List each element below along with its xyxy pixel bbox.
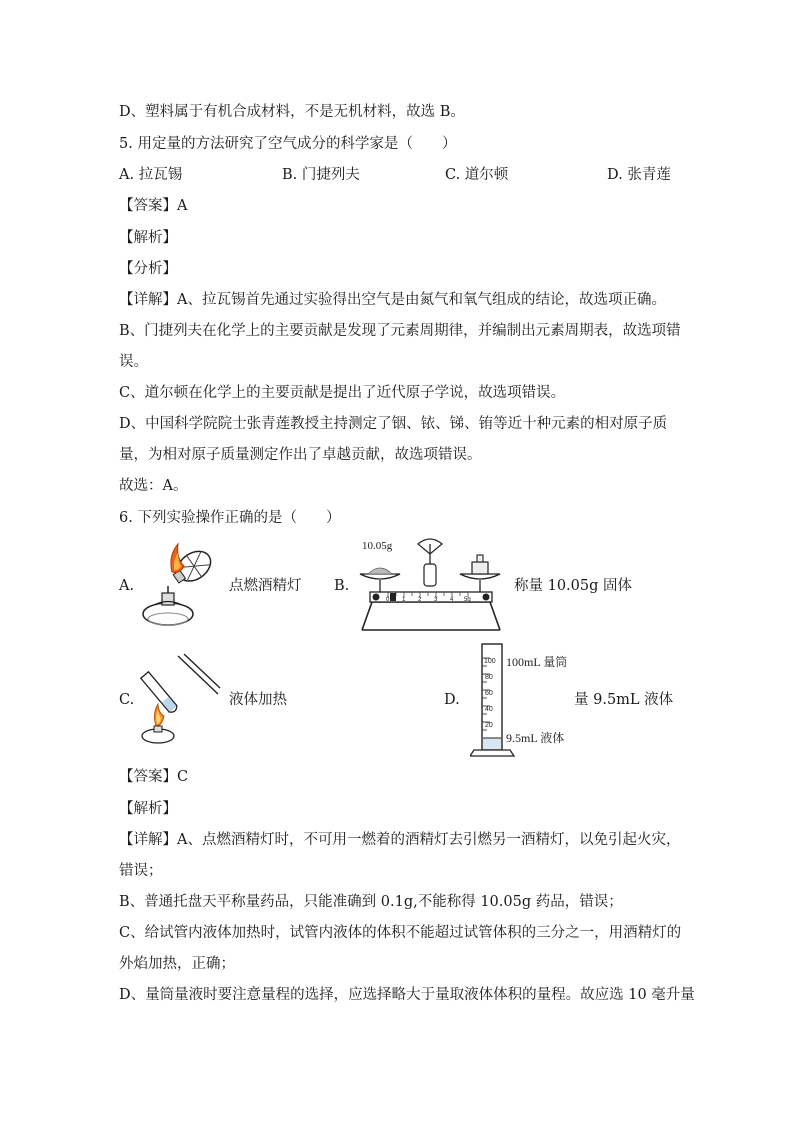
q6-analysis-heading: 【解析】 xyxy=(119,801,177,817)
q6-option-c-caption: 液体加热 xyxy=(229,692,287,708)
q6-detail-b: B、普通托盘天平称量药品，只能准确到 0.1g,不能称得 10.05g 药品，错误； xyxy=(119,894,623,910)
scale-tick-4: 4 xyxy=(450,597,454,603)
q5-fenxi-heading: 【分析】 xyxy=(119,261,177,277)
alcohol-lamp-lighting-figure xyxy=(132,538,224,634)
cylinder-tick-20: 20 xyxy=(485,722,493,729)
test-tube-heating-figure xyxy=(138,652,224,746)
tray-balance-labels xyxy=(350,536,510,634)
q6-option-a-letter: A. xyxy=(119,578,135,594)
q5-option-b: B. 门捷列夫 xyxy=(282,167,360,183)
q6-option-d-letter: D. xyxy=(444,692,460,708)
cylinder-capacity-label: 100mL 量筒 xyxy=(506,655,568,669)
q6-detail-a-1: 【详解】A、点燃酒精灯时，不可用一燃着的酒精灯去引燃另一酒精灯，以免引起火灾， xyxy=(119,832,681,848)
q6-option-b-caption: 称量 10.05g 固体 xyxy=(514,578,633,594)
cylinder-tick-80: 80 xyxy=(485,674,493,681)
question-5-stem: 5. 用定量的方法研究了空气成分的科学家是（ ） xyxy=(119,136,457,152)
balance-weight-label: 10.05g xyxy=(362,540,393,552)
q5-detail-a: 【详解】A、拉瓦锡首先通过实验得出空气是由氮气和氧气组成的结论，故选项正确。 xyxy=(119,292,666,308)
q5-detail-b-1: B、门捷列夫在化学上的主要贡献是发现了元素周期律，并编制出元素周期表，故选项错 xyxy=(119,323,681,339)
cylinder-liquid-label: 9.5mL 液体 xyxy=(506,731,565,745)
question-6-stem: 6. 下列实验操作正确的是（ ） xyxy=(119,510,341,526)
q6-detail-c-2: 外焰加热，正确； xyxy=(119,956,235,972)
q5-option-c: C. 道尔顿 xyxy=(445,167,509,183)
q6-detail-a-2: 错误； xyxy=(119,863,163,879)
q6-option-c-letter: C. xyxy=(119,692,135,708)
scale-tick-2: 2 xyxy=(418,597,422,603)
scale-tick-1: 1 xyxy=(402,597,406,603)
graduated-cylinder-figure xyxy=(470,640,580,760)
prev-answer-line: D、塑料属于有机合成材料，不是无机材料，故选 B。 xyxy=(119,104,465,120)
q5-detail-d-1: D、中国科学院院士张青莲教授主持测定了铟、铱、锑、铕等近十种元素的相对原子质 xyxy=(119,416,668,432)
q6-option-b-letter: B. xyxy=(334,578,350,594)
scale-tick-5: 5g xyxy=(464,597,471,603)
q6-detail-c-1: C、给试管内液体加热时，试管内液体的体积不能超过试管体积的三分之一，用酒精灯的 xyxy=(119,925,682,941)
q5-detail-b-2: 误。 xyxy=(119,354,148,370)
q5-answer: 【答案】A xyxy=(119,198,188,214)
q5-detail-c: C、道尔顿在化学上的主要贡献是提出了近代原子学说，故选项错误。 xyxy=(119,385,566,401)
q5-conclusion: 故选：A。 xyxy=(119,478,188,494)
q5-option-a: A. 拉瓦锡 xyxy=(119,167,183,183)
q5-analysis-heading: 【解析】 xyxy=(119,230,177,246)
q6-answer: 【答案】C xyxy=(119,769,189,785)
cylinder-tick-40: 40 xyxy=(485,706,493,713)
scale-tick-0: 0 xyxy=(386,597,390,603)
q6-option-d-caption: 量 9.5mL 液体 xyxy=(574,692,674,708)
q5-detail-d-2: 量，为相对原子质量测定作出了卓越贡献，故选项错误。 xyxy=(119,447,482,463)
q5-option-d: D. 张青莲 xyxy=(607,167,671,183)
q6-option-a-caption: 点燃酒精灯 xyxy=(229,578,302,594)
q6-detail-d: D、量筒量液时要注意量程的选择，应选择略大于量取液体体积的量程。故应选 10 毫升量 xyxy=(119,987,695,1003)
cylinder-tick-100: 100 xyxy=(484,658,496,665)
scale-tick-3: 3 xyxy=(434,597,438,603)
cylinder-tick-60: 60 xyxy=(485,690,493,697)
